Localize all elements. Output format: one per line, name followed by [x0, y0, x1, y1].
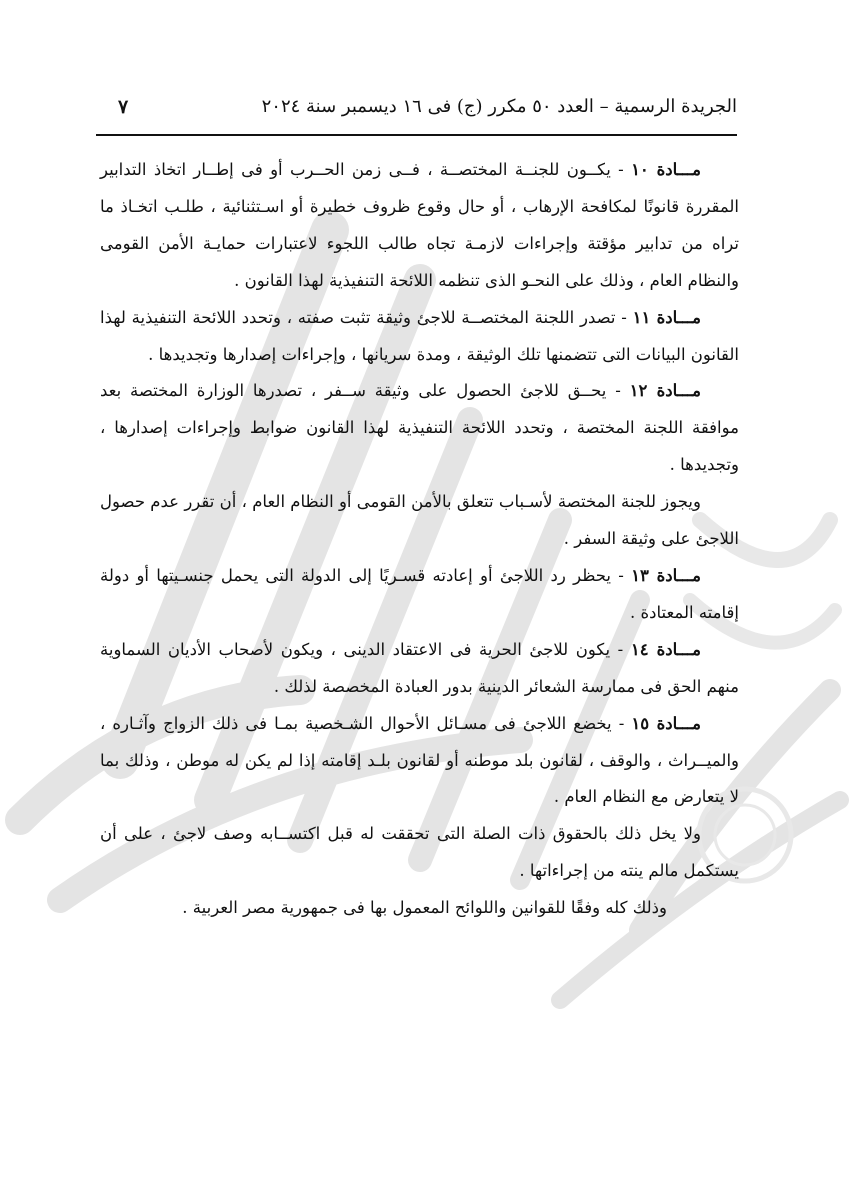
article-text: - يحــق للاجئ الحصول على وثيقة ســفر ، تصدرها الوزارة المختصة بعد موافقة اللجنة المختصة ، وتحدد اللائحة التنفيذية لهذا القانون ضوابط وإجراءات إصدارها ، وتجديدها . — [100, 381, 739, 475]
article-12 — [100, 373, 739, 484]
article-text: - يكون للاجئ الحرية فى الاعتقاد الدينى ، ويكون لأصحاب الأديان السماوية منهم الحق فى ممارسة الشعائر الدينية بدور العبادة المخصصة لذلك . — [100, 639, 739, 696]
article-label: مـــادة ١٢ — [629, 381, 701, 401]
article-label: مـــادة ١١ — [632, 307, 701, 327]
article-text: ولا يخل ذلك بالحقوق ذات الصلة التى تحققت له قبل اكتســابه وصف لاجئ ، على أن يستكمل مالم ينته من إجراءاتها . — [100, 824, 739, 881]
article-text: - تصدر اللجنة المختصــة للاجئ وثيقة تثبت صفته ، وتحدد اللائحة التنفيذية لهذا القانون البيانات التى تتضمنها تلك الوثيقة ، ومدة سريانها ، وإجراءات إصدارها وتجديدها . — [100, 307, 739, 364]
article-label: مـــادة ١٥ — [631, 713, 702, 733]
article-15-paragraph-2 — [100, 816, 739, 890]
article-14 — [100, 632, 739, 706]
document-body — [100, 152, 739, 927]
gazette-header-title: الجريدة الرسمية – العدد ٥٠ مكرر (ج) فى ١٦ ديسمبر سنة ٢٠٢٤ — [261, 96, 737, 117]
article-text: - يخضع اللاجئ فى مسـائل الأحوال الشـخصية بمـا فى ذلك الزواج وآثـاره ، والميــراث ، والوقف ، لقانون بلد موطنه أو لقانون بلـد إقامته إذا لم يكن له موطن ، وذلك بما لا يتعارض مع النظام العام . — [100, 713, 739, 807]
article-11 — [100, 300, 739, 374]
page-number: ٧ — [118, 96, 129, 118]
article-label: مـــادة ١٠ — [631, 160, 701, 179]
article-label: مـــادة ١٤ — [630, 639, 702, 659]
article-10 — [100, 152, 739, 300]
article-text: وذلك كله وفقًا للقوانين واللوائح المعمول بها فى جمهورية مصر العربية . — [182, 898, 667, 918]
article-text: - يكــون للجنــة المختصــة ، فــى زمن الحــرب أو فى إطــار اتخاذ التدابير المقررة قانونًا لمكافحة الإرهاب ، أو حال وقوع ظروف خطيرة أو اسـتثنائية ، طلـب اتخـاذ ما تراه من تدابير مؤقتة وإجراءات لازمـة تجاه طالب اللجوء لاعتبارات حمايـة الأمن القومى والنظام العام ، وذلك على النحـو الذى تنظمه اللائحة التنفيذية لهذا القانون . — [100, 160, 739, 290]
article-12-paragraph-2 — [100, 484, 739, 558]
article-text: ويجوز للجنة المختصة لأسـباب تتعلق بالأمن القومى أو النظام العام ، أن تقرر عدم حصول اللاجئ على وثيقة السفر . — [100, 492, 739, 549]
closing-paragraph — [100, 890, 739, 927]
article-label: مـــادة ١٣ — [631, 565, 702, 585]
article-15 — [100, 706, 739, 817]
page-header — [96, 88, 737, 128]
header-divider — [96, 134, 737, 136]
article-13 — [100, 558, 739, 632]
article-text: - يحظر رد اللاجئ أو إعادته قسـريًا إلى الدولة التى يحمل جنسـيتها أو دولة إقامته المعتادة . — [100, 565, 739, 622]
